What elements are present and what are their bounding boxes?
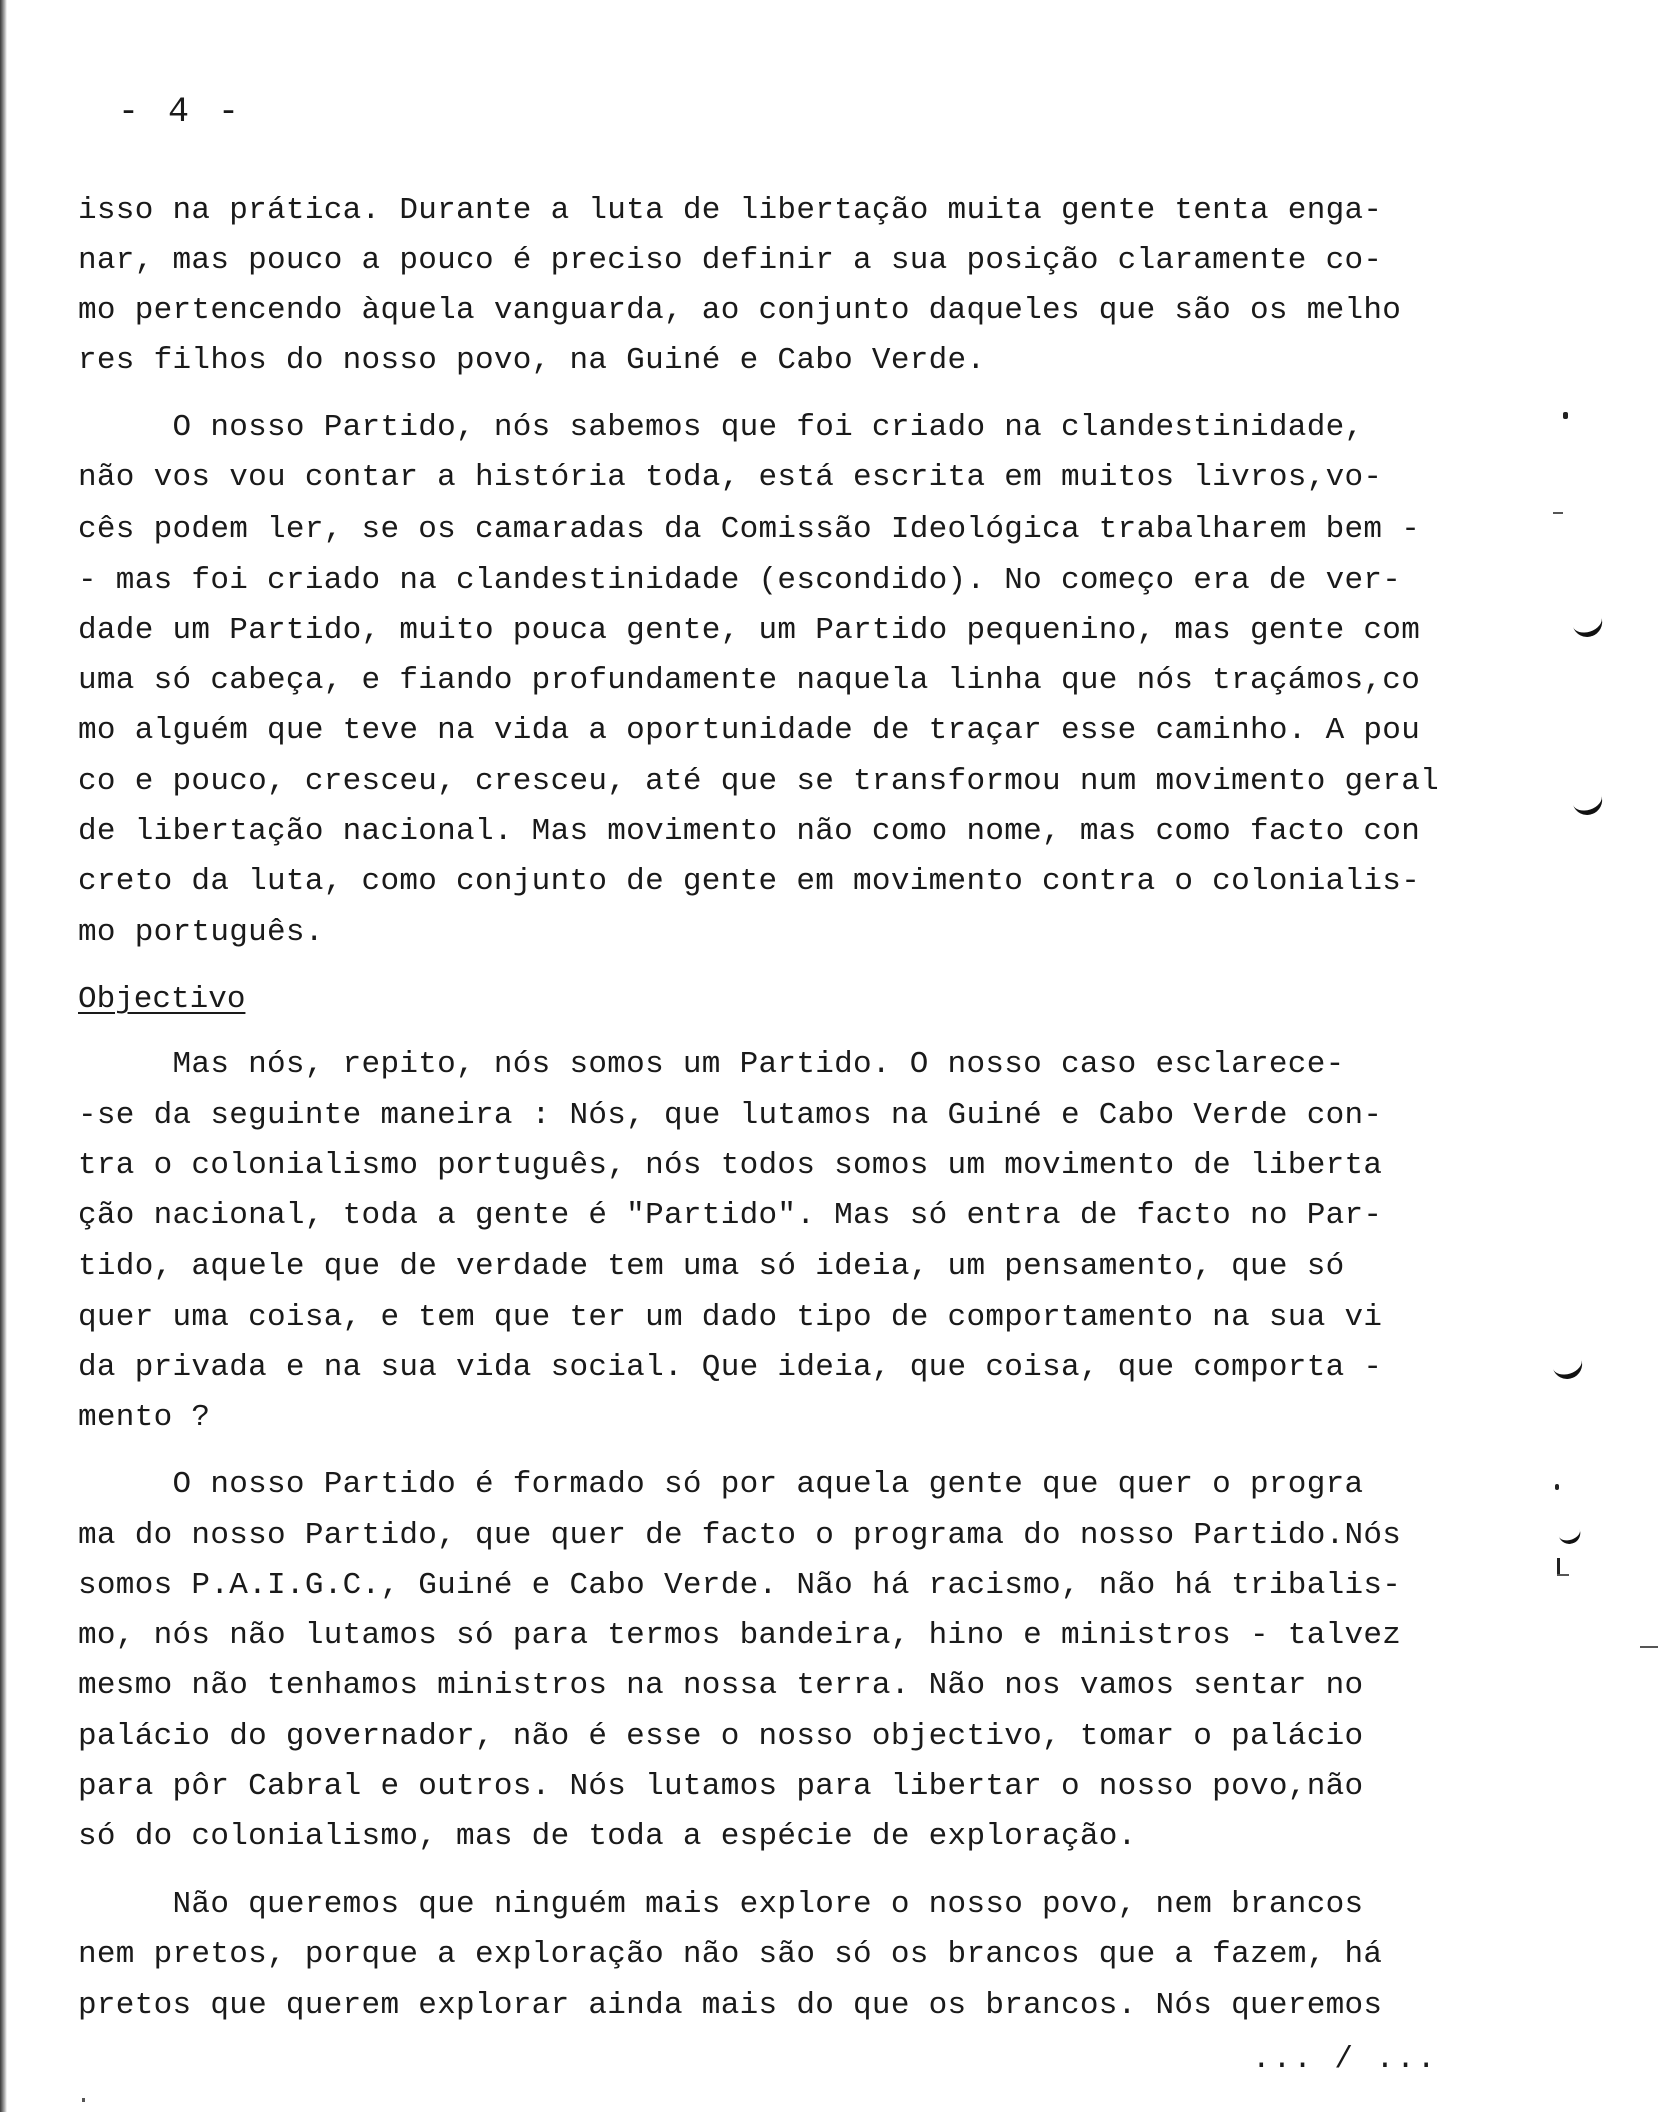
text-line: isso na prática. Durante a luta de libertação muita gente tenta enga- <box>78 193 1383 228</box>
text-line: nar, mas pouco a pouco é preciso definir a sua posição claramente co- <box>78 243 1383 278</box>
text-line: cês podem ler, se os camaradas da Comissão Ideológica trabalharem bem - <box>78 512 1421 547</box>
text-line: creto da luta, como conjunto de gente em movimento contra o colonialis- <box>78 864 1421 899</box>
text-line: palácio do governador, não é esse o nosso objectivo, tomar o palácio <box>78 1719 1364 1754</box>
text-line: só do colonialismo, mas de toda a espécie de exploração. <box>78 1819 1137 1854</box>
text-line: dade um Partido, muito pouca gente, um Partido pequenino, mas gente com <box>78 613 1421 648</box>
margin-check-mark <box>1555 1517 1583 1547</box>
text-line: ção nacional, toda a gente é "Partido". Mas só entra de facto no Par- <box>78 1198 1383 1233</box>
margin-check-mark <box>1568 780 1606 819</box>
text-line: O nosso Partido, nós sabemos que foi criado na clandestinidade, <box>78 410 1364 445</box>
text-line: Mas nós, repito, nós somos um Partido. O nosso caso esclarece- <box>78 1047 1345 1082</box>
text-line: mento ? <box>78 1400 211 1435</box>
margin-dot-mark <box>82 2098 85 2102</box>
text-line: mo alguém que teve na vida a oportunidade de traçar esse caminho. A pou <box>78 713 1421 748</box>
margin-dash-mark <box>1640 1646 1658 1648</box>
text-line: quer uma coisa, e tem que ter um dado tipo de comportamento na sua vi <box>78 1300 1383 1335</box>
text-line: O nosso Partido é formado só por aquela gente que quer o progra <box>78 1467 1364 1502</box>
margin-dot-mark <box>1563 412 1568 419</box>
section-heading: Objectivo <box>78 982 246 1017</box>
text-line: mo português. <box>78 915 324 950</box>
text-line: mo, nós não lutamos só para termos bandeira, hino e ministros - talvez <box>78 1618 1402 1653</box>
text-line: nem pretos, porque a exploração não são só os brancos que a fazem, há <box>78 1937 1383 1972</box>
margin-dash-mark <box>1557 1574 1569 1576</box>
text-line: tra o colonialismo português, nós todos somos um movimento de liberta <box>78 1148 1383 1183</box>
text-line: mesmo não tenhamos ministros na nossa terra. Não nos vamos sentar no <box>78 1668 1364 1703</box>
text-line: res filhos do nosso povo, na Guiné e Cabo Verde. <box>78 343 986 378</box>
margin-dash-mark <box>1553 512 1563 514</box>
margin-check-mark <box>1568 602 1606 641</box>
text-line: co e pouco, cresceu, cresceu, até que se transformou num movimento geral <box>78 764 1440 799</box>
text-line: Não queremos que ninguém mais explore o nosso povo, nem brancos <box>78 1887 1364 1922</box>
margin-dot-mark <box>1555 1484 1559 1490</box>
text-line: somos P.A.I.G.C., Guiné e Cabo Verde. Não há racismo, não há tribalis- <box>78 1568 1402 1603</box>
continuation-marker: ... / ... <box>1252 2042 1438 2077</box>
page-number: - 4 - <box>118 92 244 132</box>
margin-check-mark <box>1548 1344 1586 1383</box>
text-line: mo pertencendo àquela vanguarda, ao conjunto daqueles que são os melho <box>78 293 1402 328</box>
margin-tick-mark <box>1557 1558 1560 1574</box>
text-line: de libertação nacional. Mas movimento não como nome, mas como facto con <box>78 814 1421 849</box>
text-line: ma do nosso Partido, que quer de facto o programa do nosso Partido.Nós <box>78 1518 1402 1553</box>
text-line: uma só cabeça, e fiando profundamente naquela linha que nós traçámos,co <box>78 663 1421 698</box>
text-line: pretos que querem explorar ainda mais do que os brancos. Nós queremos <box>78 1988 1383 2023</box>
text-line: - mas foi criado na clandestinidade (escondido). No começo era de ver- <box>78 563 1402 598</box>
page-left-edge <box>0 0 7 2112</box>
text-line: para pôr Cabral e outros. Nós lutamos para libertar o nosso povo,não <box>78 1769 1364 1804</box>
text-line: da privada e na sua vida social. Que ideia, que coisa, que comporta - <box>78 1350 1383 1385</box>
text-line: não vos vou contar a história toda, está escrita em muitos livros,vo- <box>78 460 1383 495</box>
text-line: tido, aquele que de verdade tem uma só ideia, um pensamento, que só <box>78 1249 1345 1284</box>
text-line: -se da seguinte maneira : Nós, que lutamos na Guiné e Cabo Verde con- <box>78 1098 1383 1133</box>
